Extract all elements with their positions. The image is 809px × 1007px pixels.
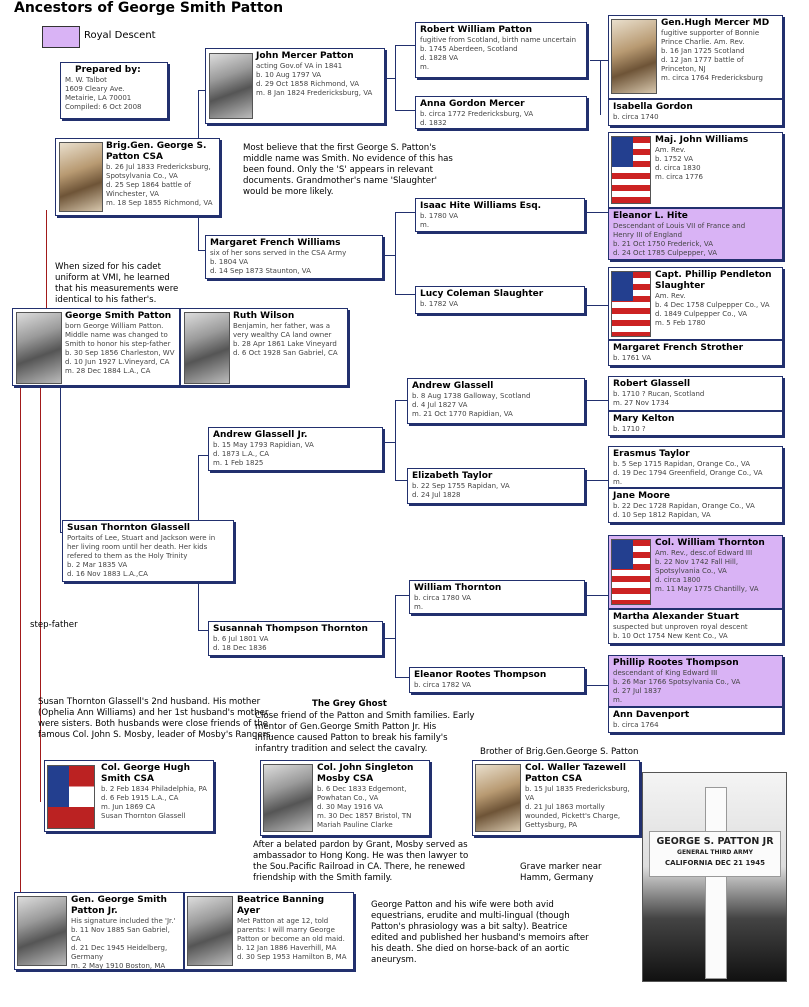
person-detail: Susan Thornton Glassell [101, 812, 186, 820]
prepared-line: 1609 Cleary Ave. [65, 85, 125, 93]
person-detail: d. 30 May 1916 VA [317, 803, 383, 811]
person-detail: d. 14 Sep 1873 Staunton, VA [210, 267, 311, 275]
portrait-photo [16, 312, 62, 384]
person-detail: d. 6 Feb 1915 L.A., CA [101, 794, 179, 802]
person-card-george-smith-patton-jr[interactable] [14, 892, 184, 970]
person-name: Maj. John Williams [655, 135, 749, 145]
person-name: Capt. Phillip Pendleton Slaughter [655, 270, 772, 291]
person-detail: d. 25 Sep 1864 battle of [106, 181, 191, 189]
person-detail: refered to them as the Holy Trinity [67, 552, 188, 560]
american-flag-icon [611, 136, 651, 204]
person-detail: m. circa 1776 [655, 173, 703, 181]
person-name: Elizabeth Taylor [412, 471, 493, 481]
person-detail: b. circa 1764 [613, 721, 659, 729]
person-detail: b. 30 Sep 1856 Charleston, WV [65, 349, 175, 357]
person-detail: b. 1804 VA [210, 258, 249, 266]
person-detail: descendant of King Edward III [613, 669, 718, 677]
person-detail: d. 24 Jul 1828 [412, 491, 461, 499]
person-detail: b. 8 Aug 1738 Galloway, Scotland [412, 392, 531, 400]
person-detail: b. 12 Jan 1886 Haverhill, MA [237, 944, 337, 952]
person-name: Susan Thornton Glassell [67, 523, 190, 533]
person-name: Eleanor Rootes Thompson [414, 670, 547, 680]
person-detail: Prince Charlie. Am. Rev. [661, 38, 745, 46]
person-detail: b. 11 Nov 1885 San Gabriel, CA [71, 926, 170, 943]
person-name: Gen. George Smith Patton Jr. [71, 895, 167, 916]
person-name: Mary Kelton [613, 414, 675, 424]
person-detail: b. 2 Feb 1834 Philadelphia, PA [101, 785, 207, 793]
grave-inscription: GENERAL THIRD ARMY [677, 849, 753, 856]
person-card-margaret-french-williams[interactable] [205, 235, 383, 279]
person-name: Robert William Patton [420, 25, 533, 35]
person-detail: b. 1780 VA [420, 212, 459, 220]
person-detail: m. 1 Feb 1825 [213, 459, 264, 467]
person-detail: Princeton, NJ [661, 65, 706, 73]
grave-marker-photo [642, 772, 787, 982]
grave-inscription: CALIFORNIA DEC 21 1945 [665, 859, 765, 867]
person-detail: d. 12 Jan 1777 battle of [661, 56, 744, 64]
connector [395, 45, 396, 110]
page-title: Ancestors of George Smith Patton [14, 0, 284, 16]
person-detail: Portaits of Lee, Stuart and Jackson were in [67, 534, 216, 542]
connector [395, 110, 417, 111]
person-detail: b. 4 Dec 1758 Culpepper Co., VA [655, 301, 770, 309]
person-name: Col. John Singleton Mosby CSA [317, 763, 414, 784]
person-detail: d. 21 Dec 1945 Heidelberg, [71, 944, 168, 952]
person-card-ruth-wilson[interactable] [180, 308, 348, 386]
person-name: Isabella Gordon [613, 102, 693, 112]
connector [585, 400, 608, 401]
note-smith-middle-name: Most believe that the first George S. Patton's middle name was Smith. No evidence of this has been found. Only the 'S' appears in relevant documents. Grandmother's name 'Slaughter' would be more likely. [243, 143, 453, 197]
person-detail: d. circa 1830 [655, 164, 701, 172]
person-detail: b. circa 1780 VA [414, 594, 471, 602]
person-detail: acting Gov.of VA in 1841 [256, 62, 343, 70]
note-mosby-pardon: After a belated pardon by Grant, Mosby served as ambassador to Hong Kong. He was then lawyer to the Sou.Pacific Railroad in CA. There, he renewed friendship with the Smith family. [253, 840, 469, 883]
person-card-mary-kelton[interactable] [608, 411, 783, 436]
person-detail: d. 10 Sep 1812 Rapidan, VA [613, 511, 711, 519]
person-detail: b. 1745 Aberdeen, Scotland [420, 45, 518, 53]
connector [585, 305, 608, 306]
person-card-phillip-rootes-thompson[interactable] [608, 655, 783, 707]
portrait-photo [184, 312, 230, 384]
person-detail: parents: I will marry George [237, 926, 335, 934]
person-name: Beatrice Banning Ayer [237, 895, 325, 916]
person-detail: very wealthy CA land owner [233, 331, 332, 339]
person-name: Isaac Hite Williams Esq. [420, 201, 542, 211]
connector [585, 685, 608, 686]
person-detail: Descendant of Louis VII of France and [613, 222, 746, 230]
connector [385, 255, 395, 256]
person-name: Anna Gordon Mercer [420, 99, 525, 109]
person-detail: m. [420, 63, 430, 71]
person-detail: His signature included the 'Jr.' [71, 917, 176, 925]
prepared-line: M. W. Talbot [65, 76, 107, 84]
person-detail: b. 21 Oct 1750 Frederick, VA [613, 240, 713, 248]
portrait-photo [611, 19, 657, 94]
prepared-by-box [60, 62, 168, 119]
person-card-hugh-mercer[interactable] [608, 15, 783, 99]
person-name: Eleanor L. Hite [613, 211, 688, 221]
person-detail: Germany [71, 953, 104, 961]
person-name: Col. William Thornton [655, 538, 765, 548]
connector [385, 78, 395, 79]
connector [395, 480, 407, 481]
person-card-eleanor-rootes-thompson[interactable] [409, 667, 585, 693]
person-detail: m. 30 Dec 1857 Bristol, TN [317, 812, 412, 820]
person-card-isaac-hite-williams[interactable] [415, 198, 585, 232]
connector [383, 442, 395, 443]
person-card-anna-gordon-mercer[interactable] [415, 96, 587, 129]
american-flag-icon [611, 271, 651, 337]
person-detail: suspected but unproven royal descent [613, 623, 748, 631]
person-name: Jane Moore [613, 491, 670, 501]
person-name: Andrew Glassell [412, 381, 494, 391]
connector [395, 294, 415, 295]
connector [395, 212, 396, 294]
person-card-elizabeth-taylor[interactable] [407, 468, 585, 504]
person-detail: fugitive from Scotland, birth name uncertain [420, 36, 577, 44]
person-name: Margaret French Williams [210, 238, 341, 248]
person-detail: Winchester, VA [106, 190, 159, 198]
person-detail: b. 22 Nov 1742 Fall Hill, [655, 558, 739, 566]
person-detail: d. 24 Oct 1785 Culpepper, VA [613, 249, 718, 257]
person-detail: d. 16 Nov 1883 L.A.,CA [67, 570, 148, 578]
legend-swatch [42, 26, 80, 48]
person-detail: b. 22 Sep 1755 Rapidan, VA [412, 482, 510, 490]
person-name: Martha Alexander Stuart [613, 612, 739, 622]
person-detail: b. 10 Oct 1754 New Kent Co., VA [613, 632, 728, 640]
portrait-photo [17, 896, 67, 966]
note-grave-caption: Grave marker near Hamm, Germany [520, 862, 602, 883]
person-card-william-thornton[interactable] [409, 580, 585, 614]
cross-vertical [705, 787, 727, 979]
person-detail: b. 28 Apr 1861 Lake Vineyard [233, 340, 337, 348]
person-detail: b. 15 May 1793 Rapidian, VA [213, 441, 314, 449]
lineage-line [20, 372, 21, 892]
person-card-john-mercer-patton[interactable] [205, 48, 385, 124]
person-detail: d. 29 Oct 1858 Richmond, VA [256, 80, 360, 88]
person-detail: m. 11 May 1775 Chantilly, VA [655, 585, 759, 593]
person-detail: m. 8 Jan 1824 Fredericksburg, VA [256, 89, 373, 97]
person-card-john-singleton-mosby[interactable] [260, 760, 430, 836]
person-name: Robert Glassell [613, 379, 691, 389]
person-detail: m. 5 Feb 1780 [655, 319, 706, 327]
american-flag-icon [611, 539, 651, 605]
connector [395, 595, 409, 596]
person-card-brig-gen-george-s-patton[interactable] [55, 138, 220, 216]
person-name: Erasmus Taylor [613, 449, 690, 459]
connector [590, 60, 608, 61]
connector [395, 45, 417, 46]
prepared-heading: Prepared by: [75, 65, 141, 75]
person-detail: b. circa 1772 Fredericksburg, VA [420, 110, 534, 118]
note-second-husband: Susan Thornton Glassell's 2nd husband. His mother (Ophelia Ann Williams) and her 1st husband's mother were sisters. Both husbands were close friends of the famous Col. John S. Mosby, leader of Mosby's Rangers. [38, 697, 274, 740]
person-detail: m. [613, 478, 623, 486]
person-detail: b. 1782 VA [420, 300, 459, 308]
person-detail: b. 10 Aug 1797 VA [256, 71, 322, 79]
person-detail: b. 1752 VA [655, 155, 694, 163]
person-detail: m. Jun 1869 CA [101, 803, 156, 811]
connector [395, 400, 407, 401]
person-detail: Smith to honor his step-father [65, 340, 171, 348]
person-card-susannah-thompson-thornton[interactable] [208, 621, 383, 656]
person-detail: Spotsylvania Co., VA [106, 172, 178, 180]
person-detail: Mariah Pauline Clarke [317, 821, 393, 829]
person-detail: Henry III of England [613, 231, 683, 239]
person-detail: d. 1873 L.A., CA [213, 450, 270, 458]
person-name: Ruth Wilson [233, 311, 295, 321]
person-detail: b. 2 Mar 1835 VA [67, 561, 128, 569]
person-card-margaret-french-strother[interactable] [608, 340, 783, 366]
person-name: Phillip Rootes Thompson [613, 658, 739, 668]
person-detail: b. 26 Jul 1833 Fredericksburg, [106, 163, 211, 171]
connector [585, 212, 608, 213]
person-name: Ann Davenport [613, 710, 690, 720]
person-card-john-williams[interactable] [608, 132, 783, 208]
person-card-ann-davenport[interactable] [608, 707, 783, 733]
person-name: George Smith Patton [65, 311, 172, 321]
person-detail: Powhatan Co., VA [317, 794, 379, 802]
person-card-andrew-glassell-jr[interactable] [208, 427, 383, 471]
person-card-andrew-glassell[interactable] [407, 378, 585, 424]
person-detail: b. circa 1782 VA [414, 681, 471, 689]
person-detail: d. circa 1800 [655, 576, 701, 584]
legend-label: Royal Descent [84, 30, 156, 41]
person-name: Andrew Glassell Jr. [213, 430, 308, 440]
person-detail: b. 22 Dec 1728 Rapidan, Orange Co., VA [613, 502, 755, 510]
person-detail: VA [525, 794, 535, 802]
person-card-beatrice-banning-ayer[interactable] [184, 892, 354, 970]
person-name: Col. George Hugh Smith CSA [101, 763, 191, 784]
person-card-george-hugh-smith[interactable] [44, 760, 214, 832]
prepared-line: Metairie, LA 70001 [65, 94, 132, 102]
person-detail: m. [414, 603, 424, 611]
person-card-jane-moore[interactable] [608, 488, 783, 523]
person-card-phillip-pendleton-slaughter[interactable] [608, 267, 783, 340]
connector [585, 595, 608, 596]
person-detail: d. 1832 [420, 119, 447, 127]
person-card-isabella-gordon[interactable] [608, 99, 783, 126]
person-detail: b. 16 Jan 1725 Scotland [661, 47, 745, 55]
connector [198, 455, 208, 456]
note-step-father: step-father [30, 620, 78, 630]
person-detail: m. [420, 221, 430, 229]
person-detail: her living room until her death. Her kids [67, 543, 208, 551]
person-card-eleanor-hite[interactable] [608, 208, 783, 260]
connector [395, 400, 396, 480]
person-detail: Benjamin, her father, was a [233, 322, 331, 330]
connector [585, 480, 608, 481]
person-detail: six of her sons served in the CSA Army [210, 249, 347, 257]
person-detail: d. 18 Dec 1836 [213, 644, 267, 652]
connector [395, 677, 409, 678]
note-grey-ghost: Close friend of the Patton and Smith families. Early mentor of Gen.George Smith Patton Jr. His influence caused Patton to break his family's infantry tradition and select the cavalry. [255, 711, 475, 754]
portrait-photo [475, 764, 521, 832]
person-detail: b. 1710 ? [613, 425, 646, 433]
person-name: Susannah Thompson Thornton [213, 624, 368, 634]
person-name: John Mercer Patton [256, 51, 354, 61]
person-detail: d. 27 Jul 1837 [613, 687, 662, 695]
person-detail: b. 6 Jul 1801 VA [213, 635, 269, 643]
person-name: Gen.Hugh Mercer MD [661, 18, 770, 28]
person-card-martha-alexander-stuart[interactable] [608, 609, 783, 644]
connector [60, 372, 61, 532]
person-detail: b. 15 Jul 1835 Fredericksburg, [525, 785, 630, 793]
person-card-william-thornton-col[interactable] [608, 535, 783, 609]
person-detail: b. 6 Dec 1833 Edgemont, [317, 785, 407, 793]
person-name: Margaret French Strother [613, 343, 744, 353]
person-detail: Middle name was changed to [65, 331, 168, 339]
person-detail: Am. Rev. [655, 292, 686, 300]
portrait-photo [263, 764, 313, 832]
person-detail: d. 1828 VA [420, 54, 459, 62]
person-detail: m. 28 Dec 1884 L.A., CA [65, 367, 151, 375]
person-detail: d. 21 Jul 1863 mortally [525, 803, 605, 811]
person-card-susan-thornton-glassell[interactable] [62, 520, 234, 582]
person-name: William Thornton [414, 583, 502, 593]
person-detail: b. circa 1740 [613, 113, 659, 121]
person-name: Col. Waller Tazewell Patton CSA [525, 763, 626, 784]
person-detail: born George William Patton. [65, 322, 164, 330]
person-detail: d. 19 Dec 1794 Greenfield, Orange Co., VA [613, 469, 763, 477]
person-card-robert-glassell[interactable] [608, 376, 783, 411]
person-detail: Am. Rev. [655, 146, 686, 154]
portrait-photo [187, 896, 233, 966]
person-card-robert-william-patton[interactable] [415, 22, 587, 78]
person-detail: Patton or become an old maid. [237, 935, 345, 943]
person-detail: d. 10 Jun 1927 L.Vineyard, CA [65, 358, 170, 366]
portrait-photo [59, 142, 103, 212]
person-detail: b. 1761 VA [613, 354, 652, 362]
connector [198, 630, 208, 631]
note-grey-ghost-title: The Grey Ghost [312, 699, 387, 709]
person-card-erasmus-taylor[interactable] [608, 446, 783, 488]
person-detail: Am. Rev., desc.of Edward III [655, 549, 753, 557]
connector [383, 638, 395, 639]
person-detail: b. 26 Mar 1766 Spotsylvania Co., VA [613, 678, 741, 686]
person-detail: b. 5 Sep 1715 Rapidan, Orange Co., VA [613, 460, 750, 468]
person-detail: m. circa 1764 Fredericksburg [661, 74, 763, 82]
note-vmi-uniform: When sized for his cadet uniform at VMI, he learned that his measurements were identical to his father's. [55, 262, 179, 305]
prepared-line: Compiled: 6 Oct 2008 [65, 103, 142, 111]
person-detail: Met Patton at age 12, told [237, 917, 329, 925]
person-name: Lucy Coleman Slaughter [420, 289, 544, 299]
person-detail: wounded, Pickett's Charge, [525, 812, 621, 820]
person-detail: m. 2 May 1910 Boston, MA [71, 962, 166, 970]
person-detail: m. 27 Nov 1734 [613, 399, 670, 407]
person-card-waller-tazewell-patton[interactable] [472, 760, 640, 836]
connector [395, 595, 396, 677]
person-detail: Spotsylvania Co., VA [655, 567, 727, 575]
person-card-george-smith-patton[interactable] [12, 308, 180, 386]
cross-horizontal [649, 831, 781, 877]
person-detail: d. 1849 Culpepper Co., VA [655, 310, 748, 318]
portrait-photo [209, 53, 253, 119]
person-detail: m. [613, 696, 623, 704]
person-detail: Gettysburg, PA [525, 821, 578, 829]
person-detail: d. 4 Jul 1827 VA [412, 401, 468, 409]
grave-inscription: GEORGE S. PATTON JR [656, 836, 774, 847]
connector [600, 60, 601, 115]
person-name: Brig.Gen. George S. Patton CSA [106, 141, 207, 162]
lineage-line [46, 210, 47, 310]
person-detail: d. 30 Sep 1953 Hamilton B, MA [237, 953, 347, 961]
person-detail: fugitive supporter of Bonnie [661, 29, 760, 37]
confederate-flag-icon [47, 765, 95, 829]
person-detail: b. 1710 ? Rucan, Scotland [613, 390, 705, 398]
person-detail: m. 21 Oct 1770 Rapidian, VA [412, 410, 513, 418]
connector [395, 212, 415, 213]
note-brother: Brother of Brig.Gen.George S. Patton [480, 747, 639, 757]
person-detail: m. 18 Sep 1855 Richmond, VA [106, 199, 213, 207]
person-card-lucy-coleman-slaughter[interactable] [415, 286, 585, 314]
person-detail: d. 6 Oct 1928 San Gabriel, CA [233, 349, 338, 357]
note-memoirs: George Patton and his wife were both avid equestrians, erudite and multi-lingual (though Patton's phrasiology was a bit salty). Beatrice edited and published her husband's memoirs after his death. She died on horse-back of an aortic aneurysm. [371, 900, 589, 965]
